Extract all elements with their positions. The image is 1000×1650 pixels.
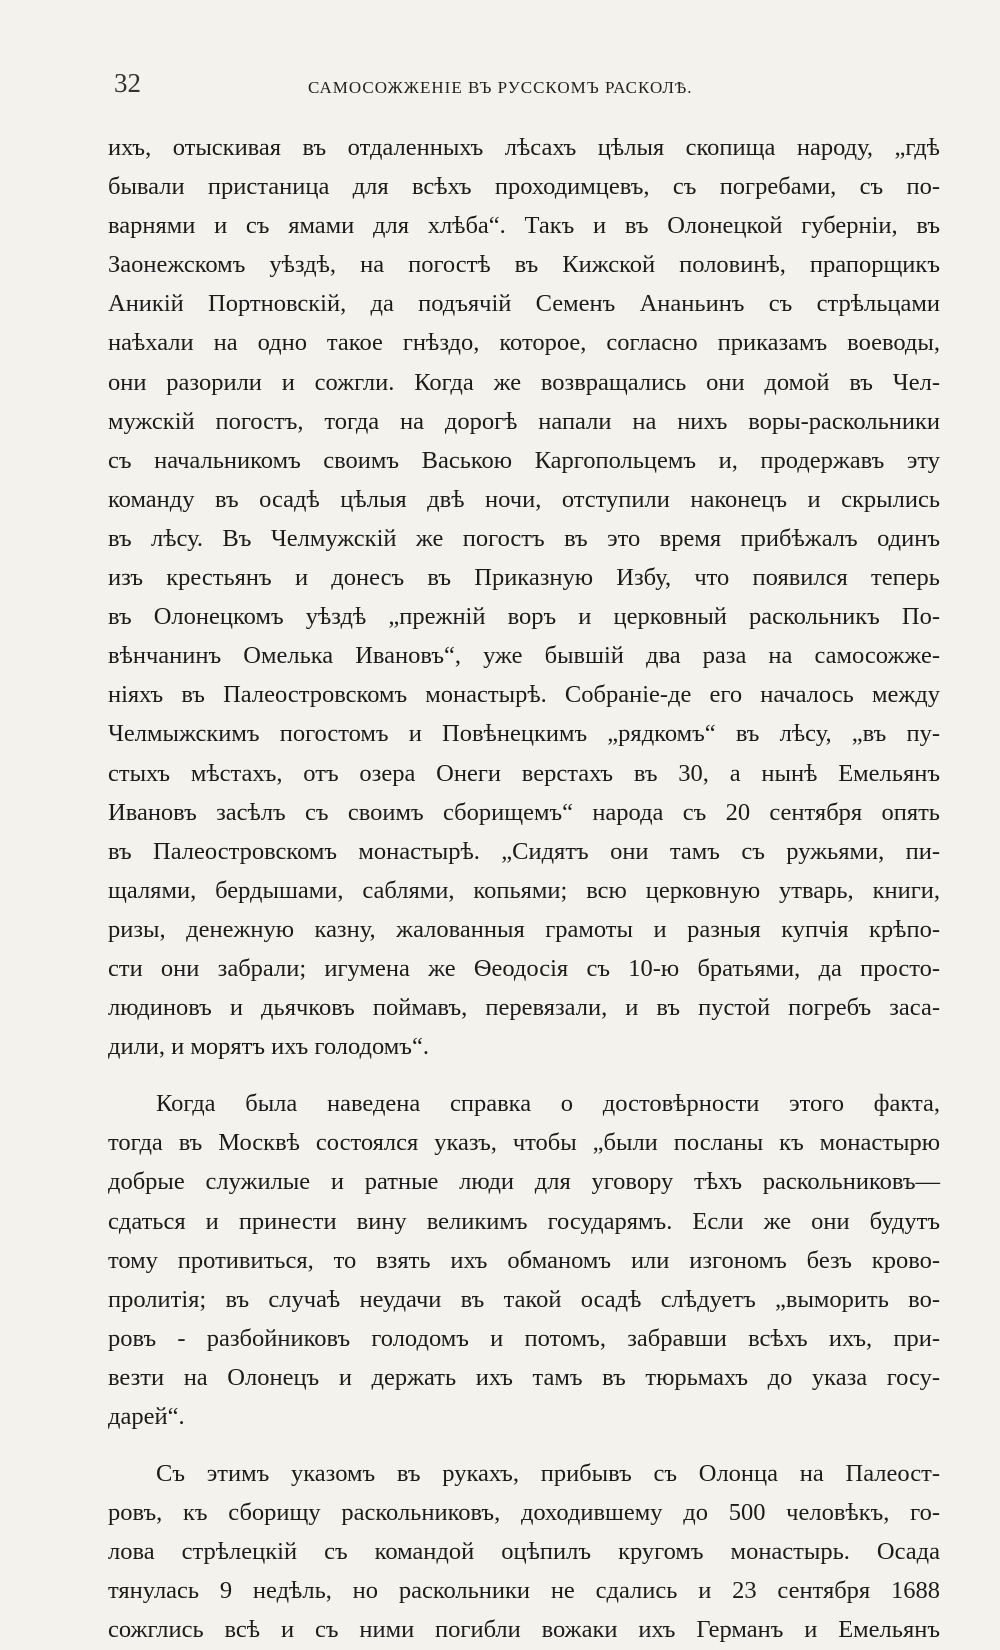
text-line: ровъ, къ сборищу раскольниковъ, доходившему до 500 человѣкъ, го- [108,1499,940,1527]
page-header [108,68,938,98]
text-line: они разорили и сожгли. Когда же возвращались они домой въ Чел- [108,368,940,396]
page-number: 32 [114,68,141,98]
paragraph-1 [108,128,940,1066]
text-line: Челмыжскимъ погостомъ и Повѣнецкимъ „рядкомъ“ въ лѣсу, „въ пу- [108,720,940,748]
paragraph-2 [108,1084,940,1436]
text-line: ризы, денежную казну, жалованныя грамоты и разныя купчія крѣпо- [108,915,940,943]
text-line: Ивановъ засѣлъ съ своимъ сборищемъ“ народа съ 20 сентября опять [108,798,940,826]
text-line: везти на Олонецъ и держать ихъ тамъ въ тюрьмахъ до указа госу- [108,1363,940,1391]
text-line: Заонежскомъ уѣздѣ, на погостѣ въ Кижской половинѣ, прапорщикъ [108,251,940,279]
body-text [108,128,940,1650]
text-line: наѣхали на одно такое гнѣздо, которое, согласно приказамъ воеводы, [108,329,940,357]
text-line: пролитія; въ случаѣ неудачи въ такой осадѣ слѣдуетъ „выморить во- [108,1285,940,1313]
text-line: вѣнчанинъ Омелька Ивановъ“, уже бывшій два раза на самосожже- [108,642,940,670]
text-line: Когда была наведена справка о достовѣрности этого факта, [156,1090,940,1118]
text-line: тогда въ Москвѣ состоялся указъ, чтобы „были посланы къ монастырю [108,1129,940,1157]
running-title: САМОСОЖЖЕНІЕ ВЪ РУССКОМЪ РАСКОЛѢ. [308,78,693,97]
text-line: дарей“. [108,1403,185,1430]
text-line: сожглись всѣ и съ ними погибли вожаки ихъ Германъ и Емельянъ [108,1616,940,1644]
paragraph-3 [108,1454,940,1649]
text-line: ровъ - разбойниковъ голодомъ и потомъ, забравши всѣхъ ихъ, при- [108,1324,940,1352]
text-line: ніяхъ въ Палеостровскомъ монастырѣ. Собраніе-де его началось между [108,681,940,709]
text-line: съ начальникомъ своимъ Ваською Каргопольцемъ и, продержавъ эту [108,446,940,474]
text-line: варнями и съ ямами для хлѣба“. Такъ и въ Олонецкой губерніи, въ [108,212,940,240]
text-line: сти они забрали; игумена же Ѳеодосія съ 10-ю братьями, да просто- [108,954,940,982]
text-line: добрые служилые и ратные люди для уговору тѣхъ раскольниковъ— [108,1168,940,1196]
text-line: изъ крестьянъ и донесъ въ Приказную Избу, что появился теперь [108,564,940,592]
paragraph-gap [108,1066,940,1084]
text-line: въ Олонецкомъ уѣздѣ „прежній воръ и церковный раскольникъ По- [108,603,940,631]
text-line: мужскій погостъ, тогда на дорогѣ напали на нихъ воры-раскольники [108,407,940,435]
text-line: дили, и морятъ ихъ голодомъ“. [108,1033,429,1061]
text-line: команду въ осадѣ цѣлыя двѣ ночи, отступили наконецъ и скрылись [108,485,940,513]
text-line: тянулась 9 недѣль, но раскольники не сдались и 23 сентября 1688 [108,1577,940,1605]
text-line: стыхъ мѣстахъ, отъ озера Онеги верстахъ въ 30, а нынѣ Емельянъ [108,759,940,787]
text-line: въ лѣсу. Въ Челмужскій же погостъ въ это время прибѣжалъ одинъ [108,524,940,552]
text-line: людиновъ и дьячковъ поймавъ, перевязали, и въ пустой погребъ заса- [108,994,940,1022]
text-line: щалями, бердышами, саблями, копьями; всю церковную утварь, книги, [108,876,940,904]
paragraph-gap [108,1436,940,1454]
text-line: ихъ, отыскивая въ отдаленныхъ лѣсахъ цѣлыя скопища народу, „гдѣ [108,134,940,161]
text-line: Съ этимъ указомъ въ рукахъ, прибывъ съ Олонца на Палеост- [156,1460,940,1488]
text-line: сдаться и принести вину великимъ государямъ. Если же они будутъ [108,1207,940,1235]
text-line: тому противиться, то взять ихъ обманомъ или изгономъ безъ крово- [108,1246,940,1274]
text-line: лова стрѣлецкій съ командой оцѣпилъ кругомъ монастырь. Осада [108,1538,940,1566]
text-line: бывали пристаница для всѣхъ проходимцевъ, съ погребами, съ по- [108,173,940,201]
text-line: Аникій Портновскій, да подъячій Семенъ Ананьинъ съ стрѣльцами [108,290,940,318]
text-line: въ Палеостровскомъ монастырѣ. „Сидятъ они тамъ съ ружьями, пи- [108,837,940,865]
